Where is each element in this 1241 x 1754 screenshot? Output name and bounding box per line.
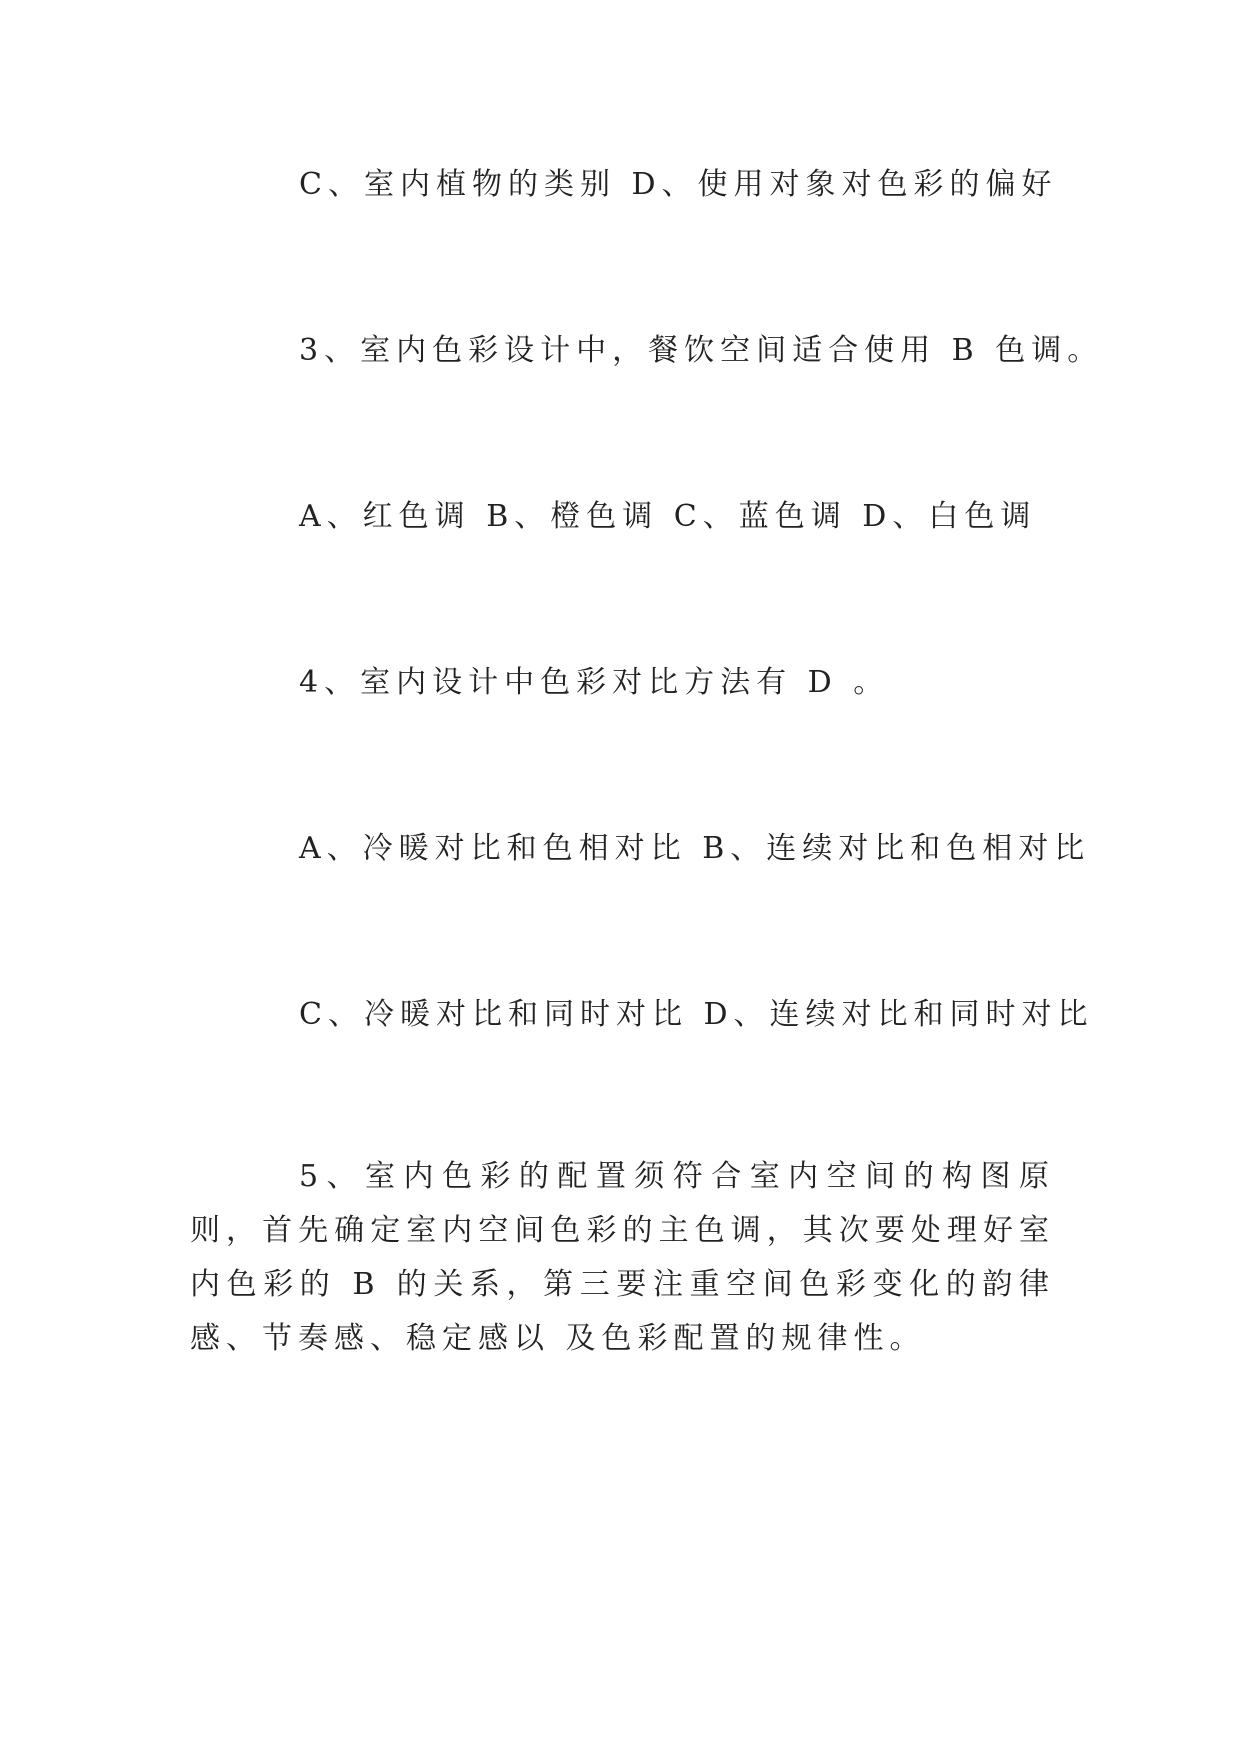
question-5-paragraph: 5、室内色彩的配置须符合室内空间的构图原则，首先确定室内空间色彩的主色调，其次要处理好室内色彩的 B 的关系，第三要注重空间色彩变化的韵律感、节奏感、稳定感以 及色彩配置的规律性。: [190, 1159, 1055, 1356]
question-3-options: A、红色调 B、橙色调 C、蓝色调 D、白色调: [299, 499, 1037, 534]
question-4-options-a-b: A、冷暖对比和色相对比 B、连续对比和色相对比: [299, 831, 1091, 866]
question-4: 4、室内设计中色彩对比方法有 D 。: [299, 665, 890, 700]
answer-options-line-c-d: C、室内植物的类别 D、使用对象对色彩的偏好: [299, 167, 1058, 202]
question-3: 3、室内色彩设计中，餐饮空间适合使用 B 色调。: [299, 333, 1104, 368]
question-4-options-c-d: C、冷暖对比和同时对比 D、连续对比和同时对比: [299, 997, 1094, 1032]
